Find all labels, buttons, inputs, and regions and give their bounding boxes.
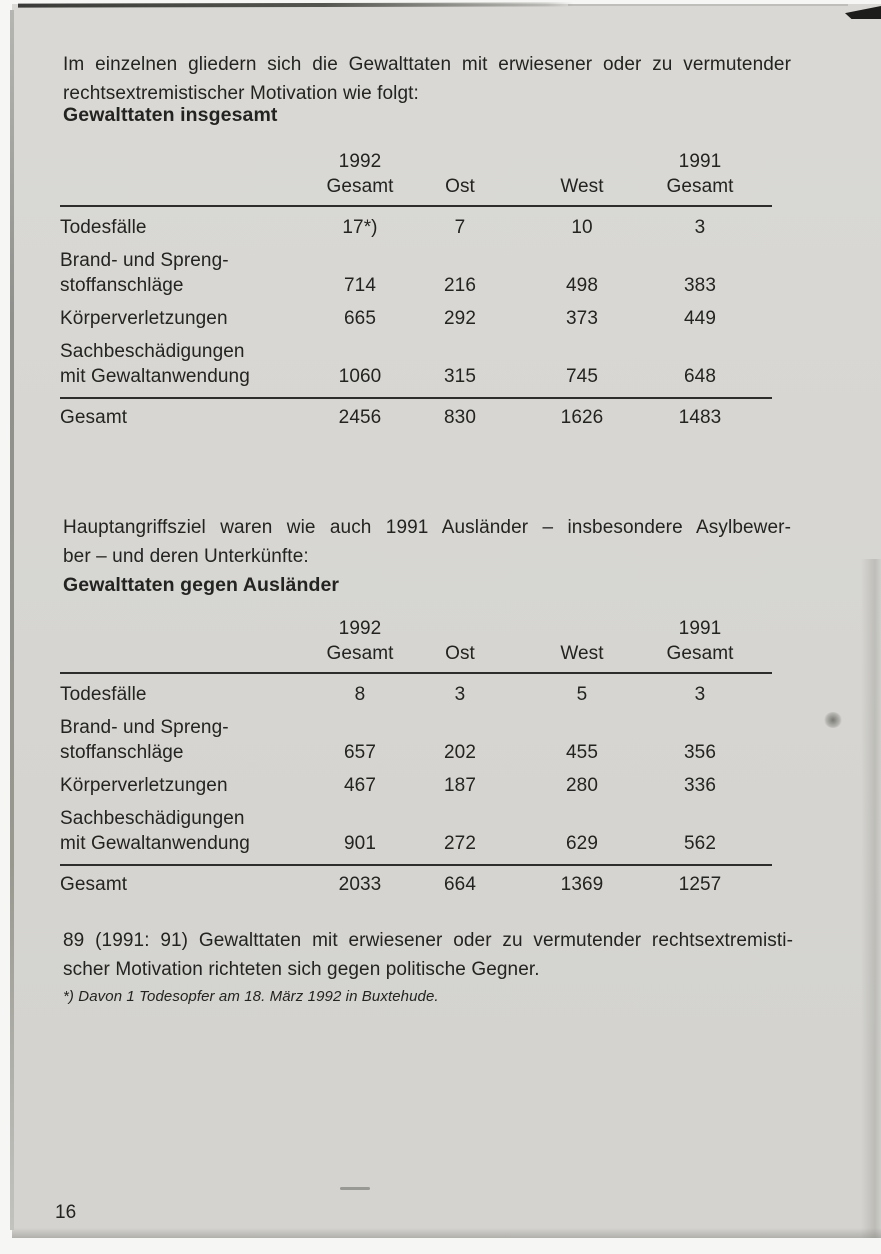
table2-header-1991: 1991: [678, 618, 722, 639]
total-1992-gesamt: 2456: [310, 398, 410, 430]
section2-title: Gewalttaten gegen Ausländer: [63, 574, 340, 596]
intro-line-1: Im einzelnen gliedern sich die Gewalttaten mit erwiesener oder zu vermutender: [63, 54, 791, 75]
closing-line-2: scher Motivation richteten sich gegen politische Gegner.: [63, 959, 540, 980]
table2-header-1991-gesamt: [654, 616, 746, 673]
table2-header-ost: Ost: [410, 616, 510, 673]
row-label-2: stoffanschläge: [60, 742, 184, 763]
scan-bottom-edge: [12, 1228, 881, 1238]
table-row: [60, 798, 772, 865]
table1-header-1992: 1992: [338, 151, 382, 172]
total-1991-gesamt: 1483: [654, 398, 746, 430]
table1-header-1992-gesamt: [310, 149, 410, 206]
table1-header-ost: Ost: [410, 149, 510, 206]
table-total-row: [60, 398, 772, 430]
table-row: [60, 707, 772, 765]
table1-header-west: West: [510, 149, 654, 206]
table-total-row: [60, 865, 772, 897]
scan-corner-mark: [845, 6, 881, 19]
cell-west: 745: [565, 366, 598, 387]
table2-header-1992: 1992: [338, 618, 382, 639]
total-label: Gesamt: [60, 398, 310, 430]
row-label: Todesfälle: [60, 217, 147, 238]
cell-1991-gesamt: 562: [683, 833, 716, 854]
cell-west: 373: [565, 308, 598, 329]
page-number: 16: [55, 1202, 77, 1223]
cell-ost: 187: [443, 775, 476, 796]
total-ost: 664: [410, 865, 510, 897]
cell-1992-gesamt: 657: [343, 742, 376, 763]
scan-top-edge-faint: [568, 4, 848, 6]
table1-header-row: [60, 149, 772, 206]
cell-1992-gesamt: 17*): [342, 217, 378, 238]
table-row: [60, 206, 772, 240]
cell-ost: 315: [443, 366, 476, 387]
row-label: Sachbeschädigungen: [60, 808, 245, 829]
cell-1991-gesamt: 449: [683, 308, 716, 329]
cell-ost: 7: [454, 217, 466, 238]
scan-right-edge-shadow: [861, 559, 881, 1238]
cell-west: 280: [565, 775, 598, 796]
row-label: Brand- und Spreng-: [60, 250, 229, 271]
cell-1992-gesamt: 714: [343, 275, 376, 296]
cell-west: 10: [571, 217, 593, 238]
table1-header-1991: 1991: [678, 151, 722, 172]
scan-dot-artifact: [824, 712, 842, 728]
table2-header-1992-gesamt: [310, 616, 410, 673]
section1-title: Gewalttaten insgesamt: [63, 104, 278, 126]
cell-1991-gesamt: 336: [683, 775, 716, 796]
cell-1991-gesamt: 3: [694, 684, 706, 705]
scan-gutter-line: [10, 10, 14, 1230]
total-west: 1626: [510, 398, 654, 430]
cell-1992-gesamt: 901: [343, 833, 376, 854]
scan-top-edge: [18, 2, 574, 7]
total-label: Gesamt: [60, 865, 310, 897]
scan-dash-artifact: [340, 1187, 370, 1190]
cell-1991-gesamt: 383: [683, 275, 716, 296]
total-west: 1369: [510, 865, 654, 897]
table1-header-empty: [60, 149, 310, 206]
table-gewalttaten-insgesamt: [60, 149, 772, 430]
footnote: *) Davon 1 Todesopfer am 18. März 1992 in Buxtehude.: [63, 988, 439, 1005]
cell-ost: 216: [443, 275, 476, 296]
cell-ost: 3: [454, 684, 466, 705]
middle-line-1: Hauptangriffsziel waren wie auch 1991 Ausländer – insbesondere Asylbewer-: [63, 517, 791, 538]
cell-west: 498: [565, 275, 598, 296]
cell-1992-gesamt: 8: [354, 684, 366, 705]
cell-1992-gesamt: 1060: [338, 366, 382, 387]
table2-header-gesamt-left: Gesamt: [326, 643, 394, 664]
row-label: Todesfälle: [60, 684, 147, 705]
table2-header-west: West: [510, 616, 654, 673]
row-label-2: stoffanschläge: [60, 275, 184, 296]
table1-header-spacer: [746, 149, 772, 206]
cell-1992-gesamt: 665: [343, 308, 376, 329]
scanned-page: [12, 4, 881, 1238]
table-gewalttaten-gegen-auslaender: [60, 616, 772, 897]
cell-1991-gesamt: 648: [683, 366, 716, 387]
cell-ost: 202: [443, 742, 476, 763]
row-label-2: mit Gewaltanwendung: [60, 366, 250, 387]
table2-header-row: [60, 616, 772, 673]
cell-1991-gesamt: 356: [683, 742, 716, 763]
row-label: Körperverletzungen: [60, 775, 228, 796]
intro-line-2: rechtsextremistischer Motivation wie folgt:: [63, 83, 419, 104]
table1-header-gesamt-right: Gesamt: [666, 176, 734, 197]
table2-header-empty: [60, 616, 310, 673]
middle-line-2: ber – und deren Unterkünfte:: [63, 546, 309, 567]
table1-header-1991-gesamt: [654, 149, 746, 206]
cell-west: 455: [565, 742, 598, 763]
table-row: [60, 765, 772, 798]
table2-header-spacer: [746, 616, 772, 673]
total-1992-gesamt: 2033: [310, 865, 410, 897]
cell-west: 5: [576, 684, 588, 705]
row-label: Brand- und Spreng-: [60, 717, 229, 738]
intro-paragraph: [63, 50, 791, 108]
closing-paragraph: [63, 926, 793, 984]
table1-header-gesamt-left: Gesamt: [326, 176, 394, 197]
table-row: [60, 673, 772, 707]
closing-line-1: 89 (1991: 91) Gewalttaten mit erwiesener oder zu vermutender rechtsextremisti-: [63, 930, 793, 951]
total-1991-gesamt: 1257: [654, 865, 746, 897]
cell-west: 629: [565, 833, 598, 854]
table-row: [60, 240, 772, 298]
cell-ost: 272: [443, 833, 476, 854]
table-row: [60, 331, 772, 398]
table2-header-gesamt-right: Gesamt: [666, 643, 734, 664]
cell-1991-gesamt: 3: [694, 217, 706, 238]
table-row: [60, 298, 772, 331]
middle-paragraph: [63, 513, 791, 571]
row-label: Sachbeschädigungen: [60, 341, 245, 362]
cell-1992-gesamt: 467: [343, 775, 376, 796]
cell-ost: 292: [443, 308, 476, 329]
row-label: Körperverletzungen: [60, 308, 228, 329]
total-ost: 830: [410, 398, 510, 430]
row-label-2: mit Gewaltanwendung: [60, 833, 250, 854]
